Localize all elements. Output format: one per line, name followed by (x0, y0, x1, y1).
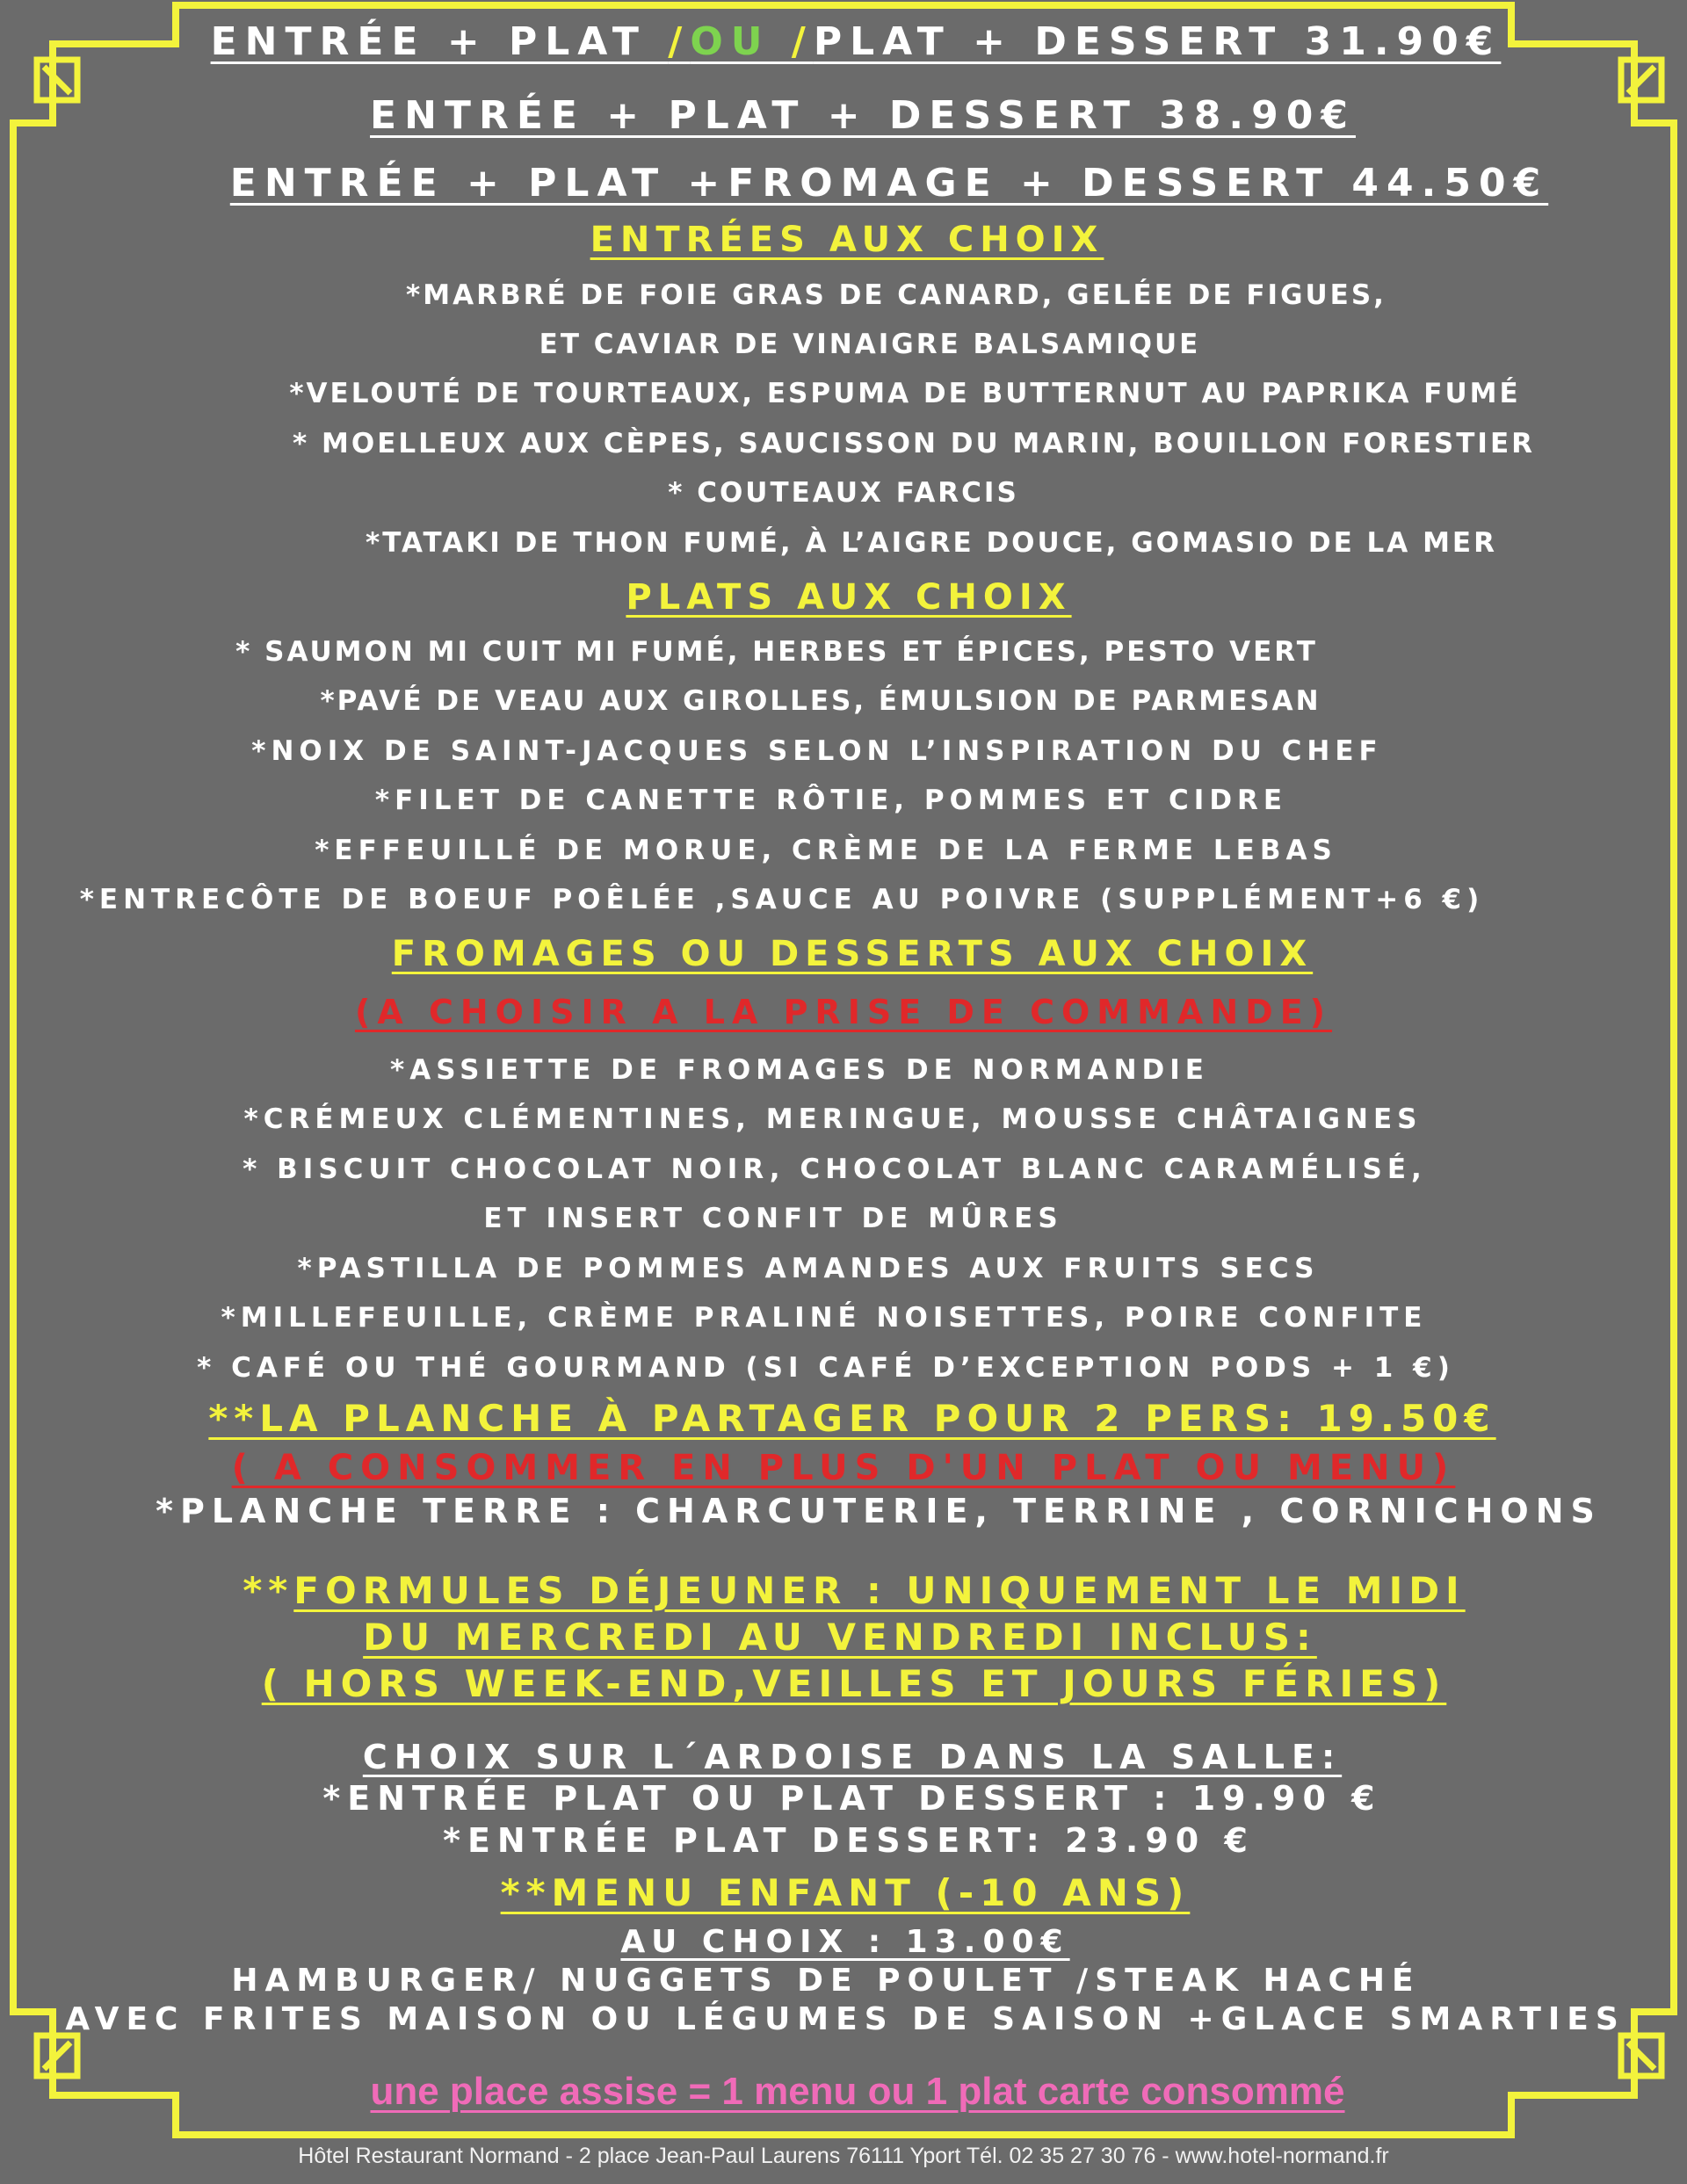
enfant-subheading: AU CHOIX : 13.00€ (620, 1924, 1070, 1960)
dessert-item: *ASSIETTE DE FROMAGES DE NORMANDIE (390, 1054, 1209, 1086)
plat-item: *FILET DE CANETTE RÔTIE, POMMES ET CIDRE (374, 785, 1288, 816)
entrees-heading: ENTRÉES AUX CHOIX (590, 220, 1104, 260)
dejeuner-prefix: ** (243, 1569, 294, 1612)
price-line-2: ENTRÉE + PLAT + DESSERT 38.90€ (370, 93, 1356, 138)
ardoise-item: *ENTRÉE PLAT OU PLAT DESSERT : 19.90 € (322, 1779, 1382, 1818)
entree-item: *MARBRÉ DE FOIE GRAS DE CANARD, GELÉE DE FIGUES, (406, 279, 1387, 311)
enfant-line-1: HAMBURGER/ NUGGETS DE POULET /STEAK HACHÉ (231, 1963, 1421, 1999)
plat-item: *ENTRECÔTE DE BOEUF POÊLÉE ,SAUCE AU POIVRE (SUPPLÉMENT+6 €) (79, 884, 1485, 915)
dessert-item: *CRÉMEUX CLÉMENTINES, MERINGUE, MOUSSE CHÂTAIGNES (243, 1103, 1423, 1135)
dejeuner-line-3: ( HORS WEEK-END,VEILLES ET JOURS FÉRIES) (261, 1662, 1447, 1705)
price-line-1-slash-2: / (770, 19, 814, 64)
entree-item: *VELOUTÉ DE TOURTEAUX, ESPUMA DE BUTTERNUT AU PAPRIKA FUMÉ (289, 378, 1521, 409)
price-line-1-ou: OU (690, 19, 771, 64)
planche-heading: **LA PLANCHE À PARTAGER POUR 2 PERS: 19.50€ (208, 1397, 1496, 1440)
entree-item: *TATAKI DE THON FUMÉ, À L’AIGRE DOUCE, GOMASIO DE LA MER (366, 527, 1497, 559)
price-line-1-slash-1: / (668, 19, 691, 64)
ardoise-heading: CHOIX SUR L´ARDOISE DANS LA SALLE: (362, 1738, 1343, 1776)
dessert-item: *PASTILLA DE POMMES AMANDES AUX FRUITS SECS (297, 1253, 1320, 1284)
enfant-line-2: AVEC FRITES MAISON OU LÉGUMES DE SAISON +GLACE SMARTIES (65, 2001, 1625, 2037)
planche-note: ( A CONSOMMER EN PLUS D'UN PLAT OU MENU) (231, 1448, 1456, 1488)
enfant-heading: **MENU ENFANT (-10 ANS) (500, 1871, 1191, 1914)
dessert-item: *MILLEFEUILLE, CRÈME PRALINÉ NOISETTES, POIRE CONFITE (221, 1302, 1428, 1334)
plat-item: *NOIX DE SAINT-JACQUES SELON L’INSPIRATION DU CHEF (251, 735, 1383, 767)
planche-item: *PLANCHE TERRE : CHARCUTERIE, TERRINE , CORNICHONS (156, 1492, 1602, 1530)
dejeuner-line-1 (11, 1569, 1687, 1612)
desserts-heading: FROMAGES OU DESSERTS AUX CHOIX (391, 934, 1314, 974)
plat-item: * SAUMON MI CUIT MI FUMÉ, HERBES ET ÉPICES, PESTO VERT (235, 636, 1318, 668)
plat-item: *PAVÉ DE VEAU AUX GIROLLES, ÉMULSION DE PARMESAN (320, 685, 1321, 717)
footer-address: Hôtel Restaurant Normand - 2 place Jean-Paul Laurens 76111 Yport Tél. 02 35 27 30 76 - www.hotel-normand.fr (298, 2144, 1389, 2168)
entree-item: * COUTEAUX FARCIS (668, 477, 1019, 509)
plats-heading: PLATS AUX CHOIX (626, 577, 1072, 618)
dessert-item: ET INSERT CONFIT DE MÛRES (483, 1203, 1063, 1234)
price-line-3: ENTRÉE + PLAT +FROMAGE + DESSERT 44.50€ (229, 161, 1549, 206)
entree-item: * MOELLEUX AUX CÈPES, SAUCISSON DU MARIN, BOUILLON FORESTIER (293, 428, 1535, 459)
dessert-item: * BISCUIT CHOCOLAT NOIR, CHOCOLAT BLANC CARAMÉLISÉ, (243, 1153, 1427, 1185)
price-line-1-part-b: PLAT + DESSERT 31.90€ (813, 19, 1502, 64)
entree-item: ET CAVIAR DE VINAIGRE BALSAMIQUE (539, 329, 1201, 360)
dessert-item: * CAFÉ OU THÉ GOURMAND (SI CAFÉ D’EXCEPTION PODS + 1 €) (197, 1352, 1455, 1384)
price-line-1-part-a: ENTRÉE + PLAT (210, 19, 669, 64)
dejeuner-line-2: DU MERCREDI AU VENDREDI INCLUS: (363, 1616, 1317, 1659)
price-line-1 (12, 19, 1687, 64)
seating-notice: une place assise = 1 menu ou 1 plat carte consommé (370, 2070, 1345, 2113)
desserts-note: (A CHOISIR A LA PRISE DE COMMANDE) (354, 993, 1333, 1031)
dejeuner-title: FORMULES DÉJEUNER : UNIQUEMENT LE MIDI (293, 1569, 1466, 1612)
plat-item: *EFFEUILLÉ DE MORUE, CRÈME DE LA FERME LEBAS (315, 835, 1337, 866)
ardoise-item: *ENTRÉE PLAT DESSERT: 23.90 € (443, 1821, 1255, 1860)
